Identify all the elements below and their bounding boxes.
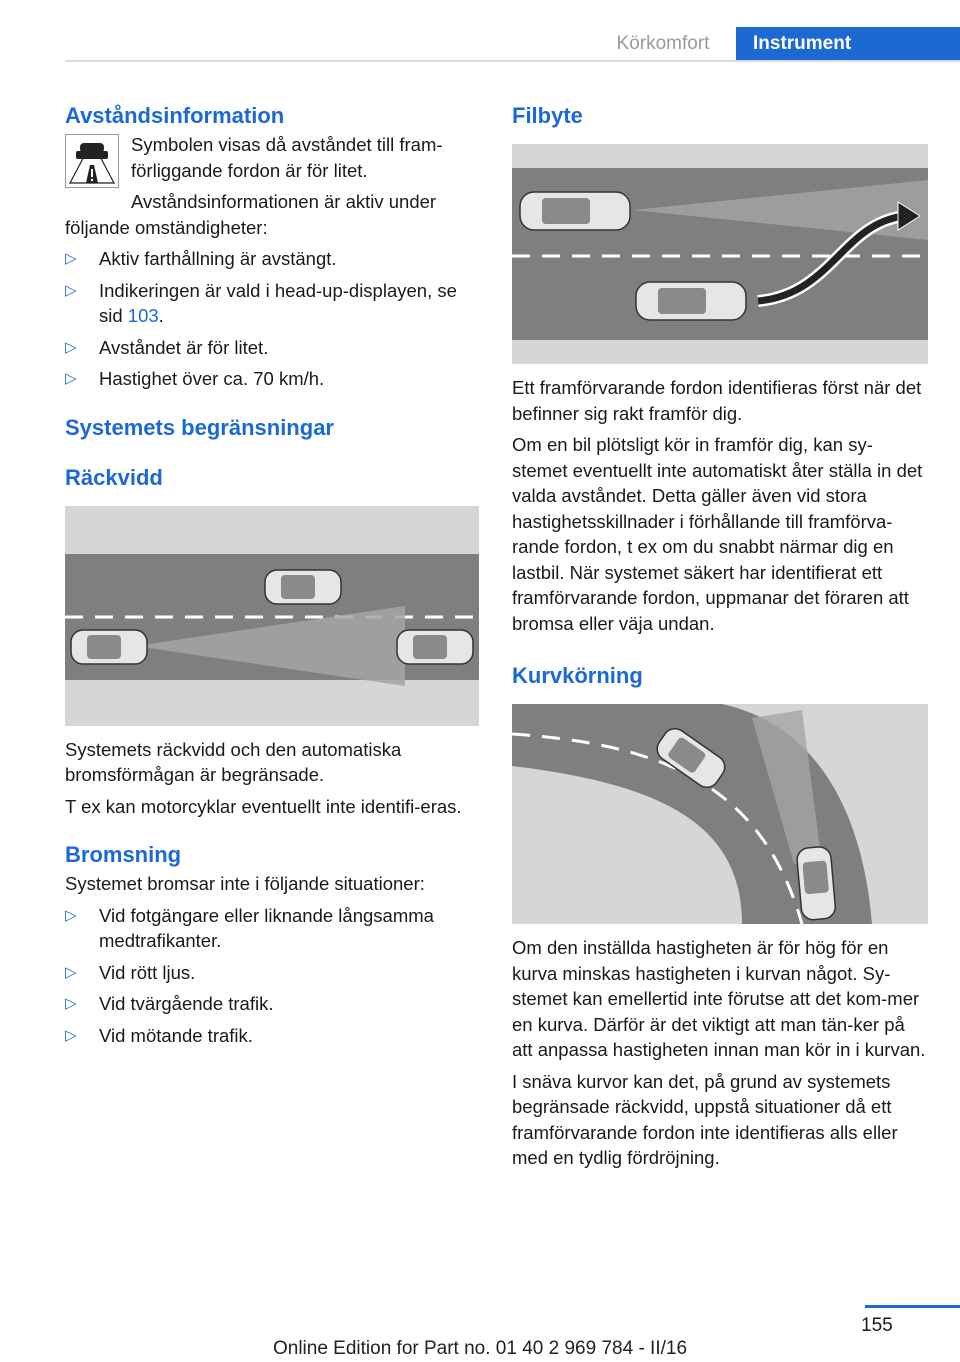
curve-illustration [512,704,928,924]
lane-text-2: Om en bil plötsligt kör in framför dig, kan sy‐stemet eventuellt inte automatiskt åter ställa in det valda avståndet. Detta gäller även vid stora hastighetsskillnader i förhållande till framförva‐rande fordon, t ex om du snabbt närmar dig en lastbil. När systemet säkert har identifierat ett framförvarande fordon, uppmanar det föraren att bromsa eller väja undan. [512,434,923,634]
active-conditions-list [65,246,479,392]
header-section-tab: Körkomfort [616,32,710,54]
edition-text: Online Edition for Part no. 01 40 2 969 784 - II/16 [272,1338,688,1359]
bullet-icon: ▷ [65,906,77,924]
heading-system-limits: Systemets begränsningar [65,414,334,440]
bullet-icon: ▷ [65,963,77,981]
own-car-curve [796,846,836,921]
curve-text-2: I snäva kurvor kan det, på grund av systemets begränsade räckvidd, uppstå situationer då ett framförvarande fordon inte identifieras alls eller med en tydlig fördröjning. [512,1070,898,1168]
symbol-text: Symbolen visas då avståndet till fram‐förliggande fordon är för litet. [131,134,443,181]
distance-symbol-row [65,132,479,183]
footer-accent-line [865,1305,960,1308]
left-column [65,100,479,1048]
heading-braking: Bromsning [65,842,182,867]
bullet-icon: ▷ [65,250,77,267]
list-item: ▷ Avståndet är för litet. [65,335,479,361]
page-reference-link[interactable]: 103 [127,305,159,326]
car-ahead-other-lane [265,570,341,604]
lane-text-1: Ett framförvarande fordon identifieras först när det befinner sig rakt framför dig. [512,377,922,424]
right-column [512,100,928,1171]
distance-warning-icon [65,134,119,188]
lane-change-illustration [512,144,928,364]
list-item: ▷ Vid fotgängare eller liknande långsamma medtrafikanter. [65,904,434,951]
header-chapter-tab: Instrument [736,27,960,61]
heading-distance-info: Avståndsinformation [65,103,285,128]
bullet-icon: ▷ [65,281,77,299]
curve-text-1: Om den inställda hastigheten är för hög för en kurva minskas hastigheten i kurvan något. Sy‐stemet kan emellertid inte förutse att det kom‐mer en kurva. Därför är det viktigt att man tän‐ker på att anpassa hastigheten innan man kör in i kurvan. [512,937,926,1060]
list-item: ▷ Vid mötande trafik. [65,1023,479,1049]
active-conditions-text: Avståndsinformationen är aktiv under följande omständigheter: [65,191,437,238]
heading-curve: Kurvkörning [512,663,643,688]
braking-list [65,903,479,1049]
heading-lane-change: Filbyte [512,103,583,128]
bullet-icon: ▷ [65,995,77,1012]
bullet-icon: ▷ [65,370,77,387]
own-car [71,630,147,664]
list-item: ▷ Hastighet över ca. 70 km/h. [65,366,479,392]
range-text-2: T ex kan motorcyklar eventuellt inte identifi‐eras. [65,795,462,817]
list-item: ▷ Vid tvärgående trafik. [65,991,479,1017]
page-number: 155 [861,1315,893,1336]
car-other-lane [520,192,630,230]
header-rule [65,60,960,62]
braking-text: Systemet bromsar inte i följande situationer: [65,873,425,894]
car-ahead-same-lane [397,630,473,664]
list-item: ▷ Aktiv farthållning är avstängt. [65,246,479,272]
own-car-lane-change [636,282,746,320]
range-illustration [65,506,479,726]
list-item: ▷ Indikeringen är vald i head-up-displayen, se sid 103. [65,279,457,326]
range-text-1: Systemets räckvidd och den automatiska bromsförmågan är begränsade. [65,738,402,785]
bullet-icon: ▷ [65,1026,77,1044]
bullet-icon: ▷ [65,338,77,356]
heading-range: Räckvidd [65,464,163,490]
list-item: ▷ Vid rött ljus. [65,960,479,986]
